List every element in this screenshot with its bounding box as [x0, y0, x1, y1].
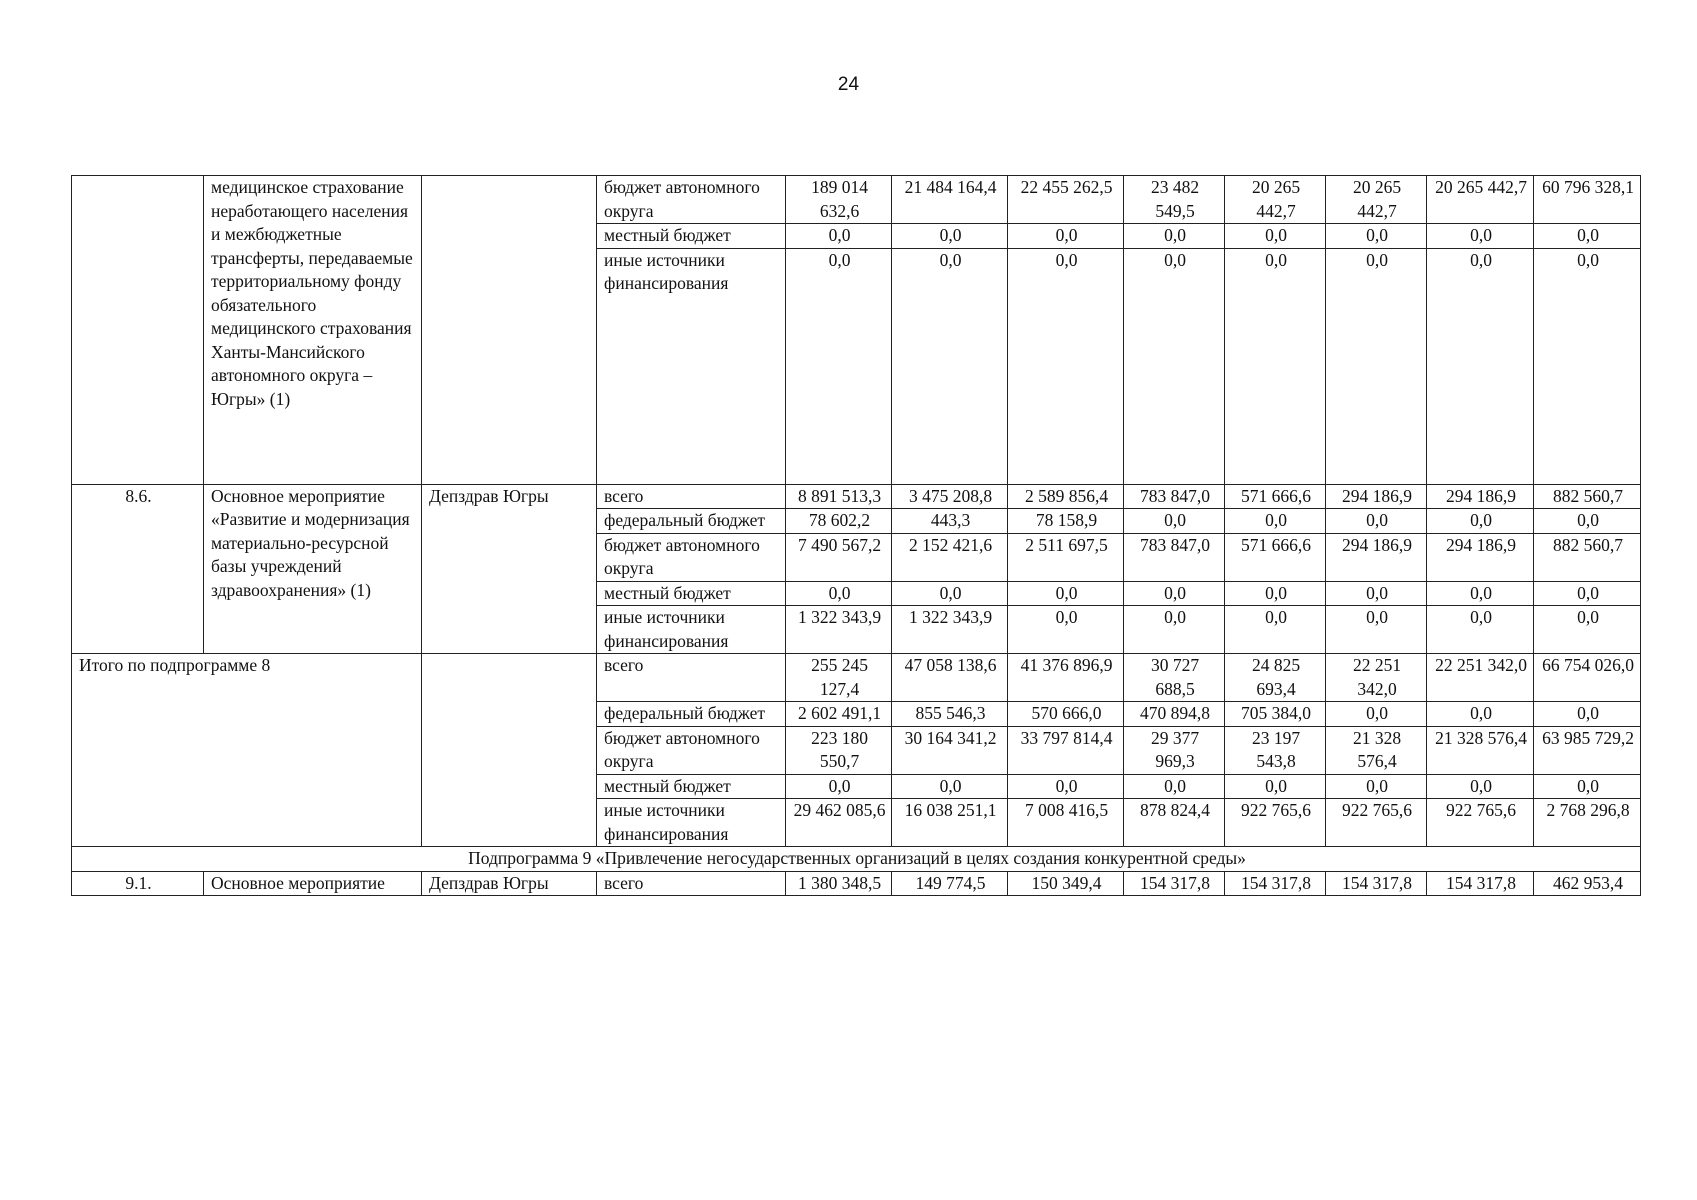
- value-cell: 0,0: [892, 581, 1008, 606]
- value-cell: 22 251 342,0: [1427, 654, 1534, 702]
- value-cell: 154 317,8: [1124, 871, 1225, 896]
- value-cell: 705 384,0: [1225, 702, 1326, 727]
- value-cell: 0,0: [1427, 581, 1534, 606]
- value-cell: 21 328 576,4: [1427, 726, 1534, 774]
- value-cell: 149 774,5: [892, 871, 1008, 896]
- value-cell: 7 490 567,2: [786, 533, 892, 581]
- value-cell: 0,0: [1008, 581, 1124, 606]
- value-cell: 2 152 421,6: [892, 533, 1008, 581]
- value-cell: 0,0: [1534, 581, 1641, 606]
- value-cell: 571 666,6: [1225, 484, 1326, 509]
- value-cell: 1 380 348,5: [786, 871, 892, 896]
- value-cell: 7 008 416,5: [1008, 799, 1124, 847]
- value-cell: 1 322 343,9: [892, 606, 1008, 654]
- value-cell: 0,0: [1225, 774, 1326, 799]
- value-cell: 63 985 729,2: [1534, 726, 1641, 774]
- value-cell: 0,0: [786, 581, 892, 606]
- value-cell: 878 824,4: [1124, 799, 1225, 847]
- value-cell: 21 484 164,4: [892, 176, 1008, 224]
- value-cell: 0,0: [1326, 606, 1427, 654]
- value-cell: 0,0: [1225, 248, 1326, 484]
- value-cell: 0,0: [1534, 702, 1641, 727]
- executor: Депздрав Югры: [422, 871, 597, 896]
- funding-source: местный бюджет: [597, 774, 786, 799]
- value-cell: 922 765,6: [1427, 799, 1534, 847]
- value-cell: 8 891 513,3: [786, 484, 892, 509]
- value-cell: 30 727 688,5: [1124, 654, 1225, 702]
- value-cell: 0,0: [1427, 248, 1534, 484]
- value-cell: 783 847,0: [1124, 533, 1225, 581]
- value-cell: 154 317,8: [1427, 871, 1534, 896]
- funding-source: иные источники финансирования: [597, 248, 786, 484]
- value-cell: 0,0: [1008, 774, 1124, 799]
- value-cell: 294 186,9: [1427, 533, 1534, 581]
- value-cell: 23 482 549,5: [1124, 176, 1225, 224]
- value-cell: 20 265 442,7: [1427, 176, 1534, 224]
- value-cell: 0,0: [786, 224, 892, 249]
- value-cell: 0,0: [786, 774, 892, 799]
- value-cell: 571 666,6: [1225, 533, 1326, 581]
- value-cell: 922 765,6: [1225, 799, 1326, 847]
- value-cell: 462 953,4: [1534, 871, 1641, 896]
- value-cell: 29 377 969,3: [1124, 726, 1225, 774]
- activity-name: Основное мероприятие: [204, 871, 422, 896]
- value-cell: 78 602,2: [786, 509, 892, 534]
- value-cell: 0,0: [1427, 606, 1534, 654]
- subprogram-title: Подпрограмма 9 «Привлечение негосударственных организаций в целях создания конкурентной среды»: [72, 847, 1641, 872]
- value-cell: 570 666,0: [1008, 702, 1124, 727]
- value-cell: 922 765,6: [1326, 799, 1427, 847]
- value-cell: 60 796 328,1: [1534, 176, 1641, 224]
- value-cell: 0,0: [1225, 224, 1326, 249]
- value-cell: 0,0: [1008, 606, 1124, 654]
- value-cell: 0,0: [1225, 581, 1326, 606]
- page-number: 24: [837, 74, 860, 95]
- executor: Депздрав Югры: [422, 484, 597, 654]
- value-cell: 0,0: [892, 248, 1008, 484]
- value-cell: 154 317,8: [1326, 871, 1427, 896]
- value-cell: 2 768 296,8: [1534, 799, 1641, 847]
- funding-source: местный бюджет: [597, 581, 786, 606]
- value-cell: 20 265 442,7: [1326, 176, 1427, 224]
- value-cell: 255 245 127,4: [786, 654, 892, 702]
- value-cell: 0,0: [1008, 224, 1124, 249]
- value-cell: 66 754 026,0: [1534, 654, 1641, 702]
- value-cell: 21 328 576,4: [1326, 726, 1427, 774]
- value-cell: 154 317,8: [1225, 871, 1326, 896]
- value-cell: 0,0: [1326, 774, 1427, 799]
- value-cell: 41 376 896,9: [1008, 654, 1124, 702]
- row-number: 8.6.: [72, 484, 204, 654]
- funding-source: бюджет автономного округа: [597, 726, 786, 774]
- value-cell: 0,0: [892, 224, 1008, 249]
- value-cell: 783 847,0: [1124, 484, 1225, 509]
- value-cell: 23 197 543,8: [1225, 726, 1326, 774]
- value-cell: 0,0: [1124, 224, 1225, 249]
- value-cell: 0,0: [1534, 606, 1641, 654]
- executor-cell: [422, 654, 597, 847]
- value-cell: 2 511 697,5: [1008, 533, 1124, 581]
- value-cell: 24 825 693,4: [1225, 654, 1326, 702]
- value-cell: 0,0: [1534, 248, 1641, 484]
- value-cell: 0,0: [1124, 774, 1225, 799]
- value-cell: 294 186,9: [1326, 484, 1427, 509]
- funding-source: федеральный бюджет: [597, 702, 786, 727]
- executor-cell: [422, 176, 597, 485]
- table-row: [72, 484, 1641, 509]
- value-cell: 0,0: [1326, 702, 1427, 727]
- value-cell: 189 014 632,6: [786, 176, 892, 224]
- value-cell: 20 265 442,7: [1225, 176, 1326, 224]
- value-cell: 0,0: [1124, 581, 1225, 606]
- value-cell: 0,0: [1008, 248, 1124, 484]
- value-cell: 3 475 208,8: [892, 484, 1008, 509]
- value-cell: 0,0: [1427, 774, 1534, 799]
- funding-source: местный бюджет: [597, 224, 786, 249]
- value-cell: 2 602 491,1: [786, 702, 892, 727]
- value-cell: 294 186,9: [1427, 484, 1534, 509]
- value-cell: 30 164 341,2: [892, 726, 1008, 774]
- table-row: [72, 176, 1641, 224]
- value-cell: 1 322 343,9: [786, 606, 892, 654]
- activity-name: Основное мероприятие «Развитие и модернизация материально-ресурсной базы учреждений здравоохранения» (1): [204, 484, 422, 654]
- value-cell: 0,0: [1124, 606, 1225, 654]
- value-cell: 0,0: [1225, 509, 1326, 534]
- value-cell: 2 589 856,4: [1008, 484, 1124, 509]
- value-cell: 33 797 814,4: [1008, 726, 1124, 774]
- value-cell: 0,0: [1427, 224, 1534, 249]
- value-cell: 29 462 085,6: [786, 799, 892, 847]
- table-row: [72, 847, 1641, 872]
- value-cell: 855 546,3: [892, 702, 1008, 727]
- funding-source: федеральный бюджет: [597, 509, 786, 534]
- value-cell: 0,0: [1326, 224, 1427, 249]
- value-cell: 443,3: [892, 509, 1008, 534]
- funding-source: иные источники финансирования: [597, 799, 786, 847]
- value-cell: 22 251 342,0: [1326, 654, 1427, 702]
- row-number-cell: [72, 176, 204, 485]
- value-cell: 0,0: [1534, 224, 1641, 249]
- value-cell: 0,0: [786, 248, 892, 484]
- value-cell: 882 560,7: [1534, 533, 1641, 581]
- value-cell: 0,0: [1225, 606, 1326, 654]
- value-cell: 0,0: [1124, 248, 1225, 484]
- value-cell: 294 186,9: [1326, 533, 1427, 581]
- value-cell: 0,0: [1534, 509, 1641, 534]
- funding-source: бюджет автономного округа: [597, 176, 786, 224]
- value-cell: 882 560,7: [1534, 484, 1641, 509]
- funding-source: всего: [597, 654, 786, 702]
- funding-source: бюджет автономного округа: [597, 533, 786, 581]
- value-cell: 0,0: [1124, 509, 1225, 534]
- value-cell: 0,0: [1534, 774, 1641, 799]
- value-cell: 150 349,4: [1008, 871, 1124, 896]
- value-cell: 0,0: [1427, 509, 1534, 534]
- funding-source: всего: [597, 484, 786, 509]
- table-row: [72, 871, 1641, 896]
- value-cell: 0,0: [1326, 581, 1427, 606]
- value-cell: 16 038 251,1: [892, 799, 1008, 847]
- table-row: [72, 654, 1641, 702]
- value-cell: 22 455 262,5: [1008, 176, 1124, 224]
- value-cell: 0,0: [892, 774, 1008, 799]
- row-number: 9.1.: [72, 871, 204, 896]
- value-cell: 0,0: [1326, 248, 1427, 484]
- funding-source: иные источники финансирования: [597, 606, 786, 654]
- value-cell: 470 894,8: [1124, 702, 1225, 727]
- total-label: Итого по подпрограмме 8: [72, 654, 422, 847]
- value-cell: 47 058 138,6: [892, 654, 1008, 702]
- value-cell: 0,0: [1326, 509, 1427, 534]
- budget-table: [71, 175, 1641, 896]
- value-cell: 78 158,9: [1008, 509, 1124, 534]
- activity-name: медицинское страхование неработающего населения и межбюджетные трансферты, передаваемые территориальному фонду обязательного медицинского страхования Ханты-Мансийского автономного округа – Югры» (1): [204, 176, 422, 485]
- value-cell: 0,0: [1427, 702, 1534, 727]
- funding-source: всего: [597, 871, 786, 896]
- value-cell: 223 180 550,7: [786, 726, 892, 774]
